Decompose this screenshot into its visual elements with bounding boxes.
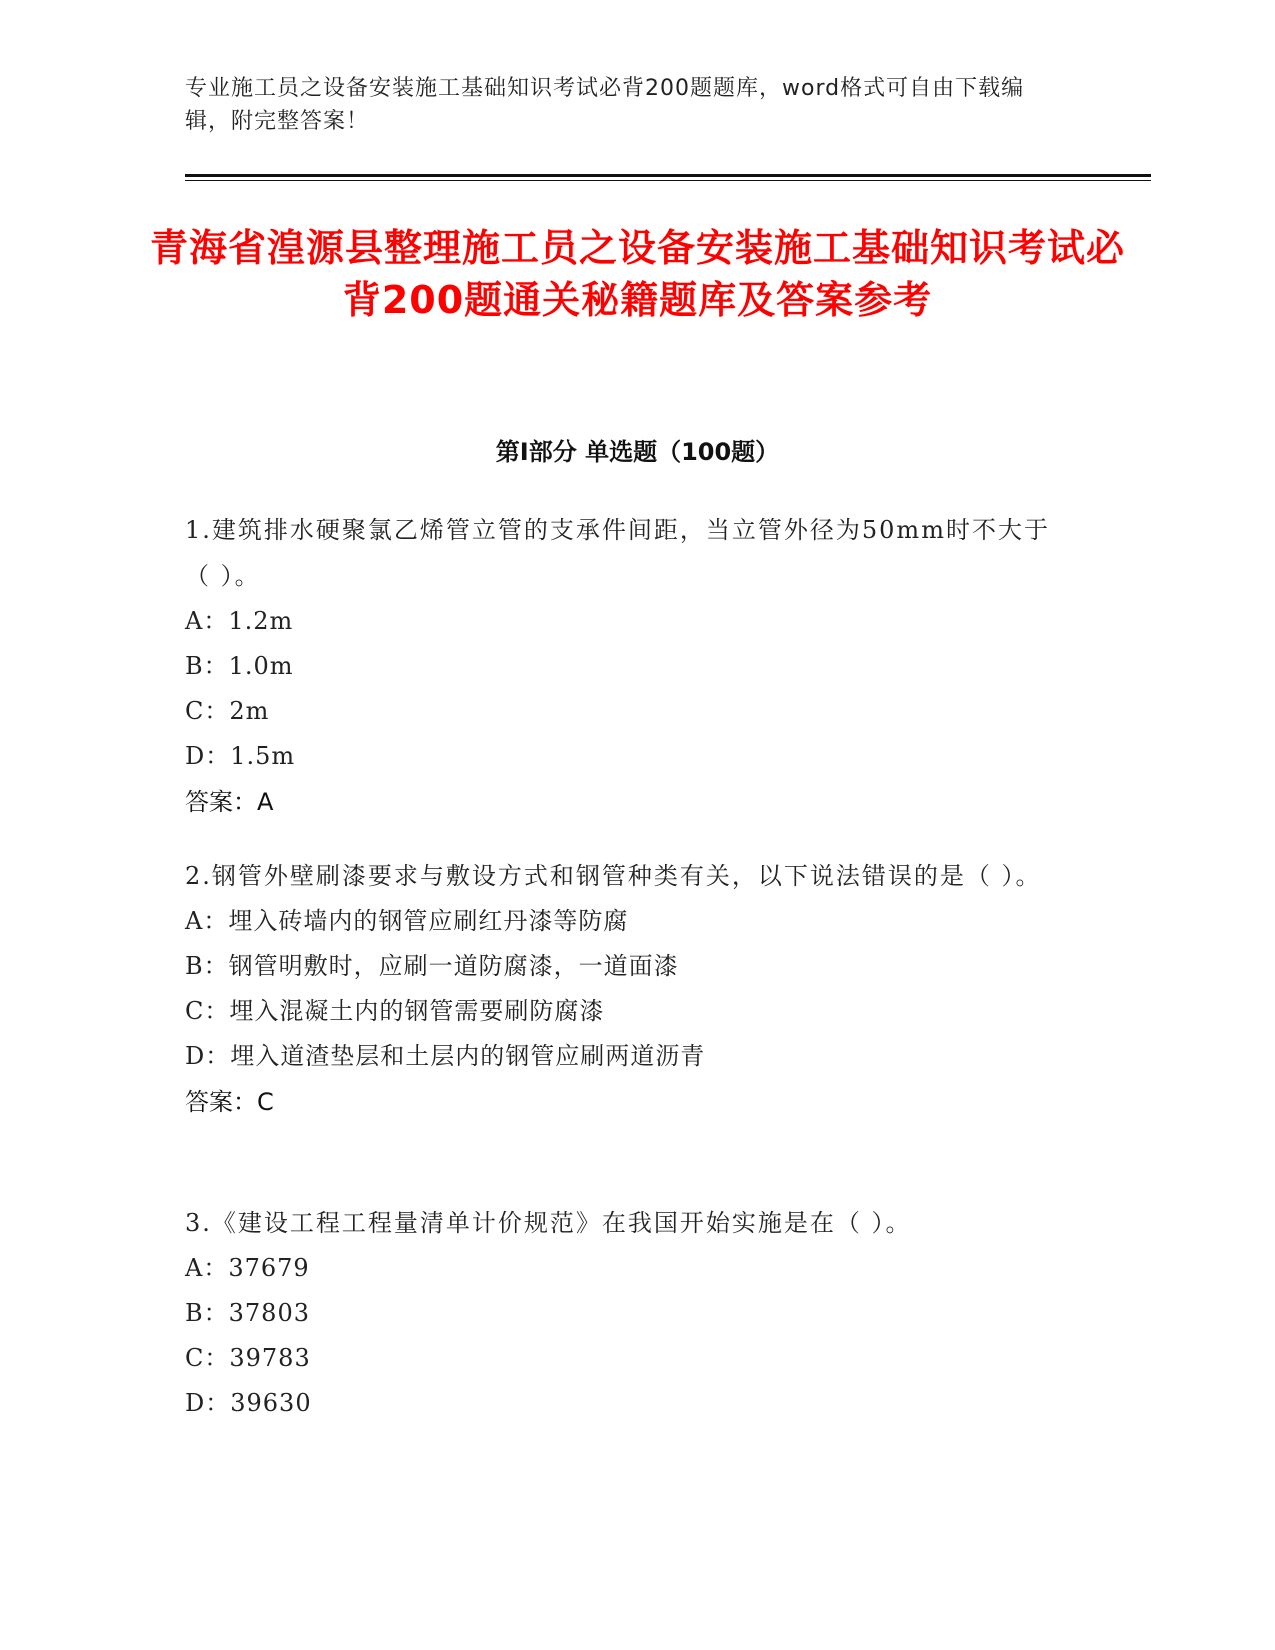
option-a: A：埋入砖墙内的钢管应刷红丹漆等防腐 <box>185 907 629 935</box>
question-stem: 3.《建设工程工程量清单计价规范》在我国开始实施是在（ ）。 <box>185 1209 912 1237</box>
option-b: B：钢管明敷时，应刷一道防腐漆，一道面漆 <box>185 952 679 980</box>
answer: 答案：A <box>185 788 274 816</box>
option-a: A：37679 <box>185 1254 310 1282</box>
answer: 答案：C <box>185 1088 274 1116</box>
question-1 <box>185 507 1065 825</box>
header-divider-thin <box>185 180 1151 181</box>
option-a: A：1.2m <box>185 607 294 635</box>
header-note: 专业施工员之设备安装施工基础知识考试必背200题题库，word格式可自由下载编辑，附完整答案！ <box>185 76 1025 134</box>
option-c: C：39783 <box>185 1344 311 1372</box>
question-2 <box>185 853 1065 1125</box>
option-d: D：1.5m <box>185 742 296 770</box>
option-c: C：埋入混凝土内的钢管需要刷防腐漆 <box>185 997 605 1025</box>
option-d: D：埋入道渣垫层和土层内的钢管应刷两道沥青 <box>185 1042 706 1070</box>
option-b: B：1.0m <box>185 652 294 680</box>
option-b: B：37803 <box>185 1299 310 1327</box>
section-heading: 第I部分 单选题（100题） <box>495 438 780 466</box>
question-stem: 1.建筑排水硬聚氯乙烯管立管的支承件间距，当立管外径为50mm时不大于（ ）。 <box>185 516 1050 590</box>
question-stem: 2.钢管外壁刷漆要求与敷设方式和钢管种类有关，以下说法错误的是（ ）。 <box>185 862 1042 890</box>
option-c: C：2m <box>185 697 270 725</box>
header-divider-thick <box>185 174 1151 177</box>
document-title: 青海省湟源县整理施工员之设备安装施工基础知识考试必背200题通关秘籍题库及答案参考 <box>150 226 1126 322</box>
option-d: D：39630 <box>185 1389 312 1417</box>
question-3 <box>185 1200 1065 1426</box>
